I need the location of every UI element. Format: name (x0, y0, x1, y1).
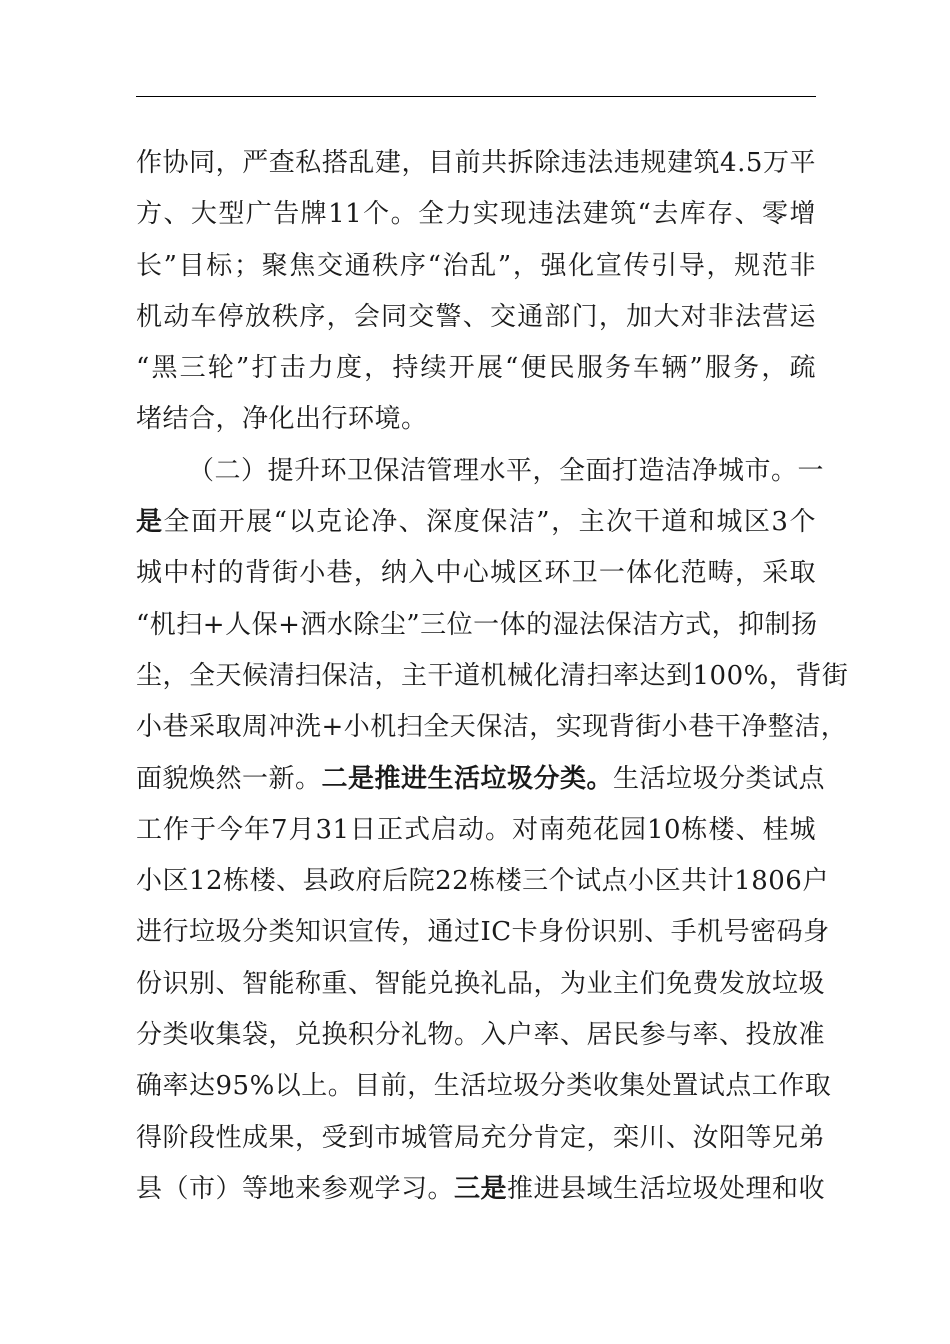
text-line (136, 241, 816, 292)
text-line (136, 548, 816, 599)
text-line (136, 497, 816, 548)
text-run: “黑三轮”打击力度，持续开展“便民服务车辆”服务，疏 (136, 353, 816, 384)
text-line (136, 343, 816, 394)
text-run: 全面开展“以克论净、深度保洁”，主次干道和城区3个 (163, 507, 816, 538)
text-run: 进行垃圾分类知识宣传，通过IC卡身份识别、手机号密码身 (136, 917, 830, 948)
text-line (136, 189, 816, 240)
text-run: 面貌焕然一新。 (136, 763, 322, 794)
text-line (136, 651, 849, 702)
text-line (136, 907, 830, 958)
text-run: （二）提升环卫保洁管理水平，全面打造洁净城市。一 (188, 455, 825, 486)
text-line (136, 138, 816, 189)
text-run: 城中村的背街小巷，纳入中心城区环卫一体化范畴，采取 (136, 558, 816, 589)
text-run: 尘，全天候清扫保洁，主干道机械化清扫率达到100%，背街 (136, 660, 849, 691)
text-line (136, 856, 829, 907)
text-line (136, 1113, 826, 1164)
text-run: 县（市）等地来参观学习。 (136, 1173, 455, 1204)
text-run: 堵结合，净化出行环境。 (136, 404, 428, 435)
text-run: 工作于今年7月31日正式启动。对南苑花园10栋楼、桂城 (136, 814, 816, 845)
text-run: 机动车停放秩序，会同交警、交通部门，加大对非法营运 (136, 301, 816, 332)
emphasis-run: 二是推进生活垃圾分类。 (321, 763, 614, 794)
text-run: 确率达95%以上。目前，生活垃圾分类收集处置试点工作取 (136, 1071, 832, 1102)
header-rule (136, 96, 816, 97)
text-run: 小区12栋楼、县政府后院22栋楼三个试点小区共计1806户 (136, 866, 829, 897)
text-line (136, 805, 816, 856)
text-line (136, 394, 816, 445)
emphasis-run: 三是 (454, 1173, 508, 1204)
emphasis-run: 是 (136, 507, 164, 538)
text-line (136, 1061, 832, 1112)
text-run: 小巷采取周冲洗+小机扫全天保洁，实现背街小巷干净整洁， (136, 712, 848, 743)
text-run: 方、大型广告牌11个。全力实现违法建筑“去库存、零增 (136, 199, 816, 230)
text-line (136, 600, 816, 651)
text-run: 分类收集袋，兑换积分礼物。入户率、居民参与率、投放准 (136, 1020, 826, 1051)
text-line (136, 702, 848, 753)
section-heading-line (136, 446, 825, 497)
text-run: 推进县域生活垃圾处理和收 (507, 1173, 826, 1204)
text-run: 长”目标；聚焦交通秩序“治乱”，强化宣传引导，规范非 (136, 250, 816, 281)
document-body (136, 138, 849, 1215)
text-run: 得阶段性成果，受到市城管局充分肯定，栾川、汝阳等兄弟 (136, 1122, 826, 1153)
text-line (136, 1010, 826, 1061)
text-run: 份识别、智能称重、智能兑换礼品，为业主们免费发放垃圾 (136, 968, 826, 999)
text-run: 生活垃圾分类试点 (613, 763, 826, 794)
text-line (136, 959, 826, 1010)
text-line (136, 1164, 826, 1215)
text-run: 作协同，严查私搭乱建，目前共拆除违法违规建筑4.5万平 (136, 148, 816, 178)
text-run: “机扫+人保+洒水除尘”三位一体的湿法保洁方式，抑制扬 (136, 609, 818, 640)
text-line (136, 754, 826, 805)
text-line (136, 292, 816, 343)
